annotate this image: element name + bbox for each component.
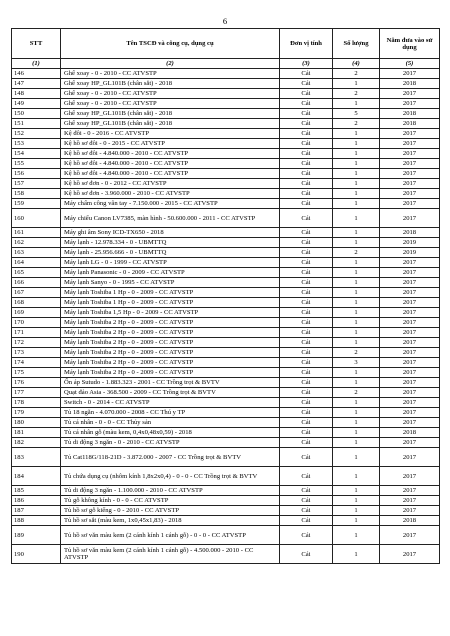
row-quantity: 1 (333, 486, 380, 496)
table-row (12, 209, 440, 228)
row-year: 2018 (380, 228, 440, 238)
table-body (12, 69, 440, 564)
row-stt: 160 (12, 209, 61, 228)
row-stt: 151 (12, 119, 61, 129)
row-asset-name: Máy lạnh Toshiba 2 Hp - 0 - 2009 - CC ATVSTP (61, 338, 280, 348)
table-row (12, 139, 440, 149)
table-row (12, 258, 440, 268)
row-stt: 178 (12, 398, 61, 408)
row-quantity: 1 (333, 448, 380, 467)
row-quantity: 5 (333, 109, 380, 119)
row-stt: 162 (12, 238, 61, 248)
row-quantity: 1 (333, 228, 380, 238)
row-stt: 170 (12, 318, 61, 328)
row-unit: Cái (280, 179, 333, 189)
row-quantity: 1 (333, 338, 380, 348)
row-asset-name: Tủ 18 ngăn - 4.070.000 - 2008 - CC Thú y TP (61, 408, 280, 418)
header-year: Năm đưa vào sử dụng (380, 29, 440, 59)
column-number: (1) (12, 59, 61, 69)
table-row (12, 69, 440, 79)
row-stt: 172 (12, 338, 61, 348)
row-unit: Cái (280, 338, 333, 348)
table-row (12, 358, 440, 368)
row-year: 2017 (380, 368, 440, 378)
row-quantity: 1 (333, 378, 380, 388)
row-quantity: 1 (333, 545, 380, 564)
table-row (12, 378, 440, 388)
row-unit: Cái (280, 467, 333, 486)
row-year: 2017 (380, 149, 440, 159)
row-quantity: 1 (333, 149, 380, 159)
header-unit: Đơn vị tính (280, 29, 333, 59)
row-unit: Cái (280, 159, 333, 169)
table-row (12, 169, 440, 179)
row-stt: 158 (12, 189, 61, 199)
row-stt: 152 (12, 129, 61, 139)
row-unit: Cái (280, 248, 333, 258)
row-stt: 165 (12, 268, 61, 278)
row-asset-name: Ổn áp Sutudo - 1.883.323 - 2001 - CC Trồng trọt & BVTV (61, 378, 280, 388)
header-stt: STT (12, 29, 61, 59)
row-year: 2018 (380, 79, 440, 89)
row-asset-name: Kệ hồ sơ đôi - 4.840.000 - 2010 - CC ATVSTP (61, 159, 280, 169)
row-unit: Cái (280, 209, 333, 228)
table-row (12, 318, 440, 328)
row-quantity: 1 (333, 526, 380, 545)
row-quantity: 3 (333, 358, 380, 368)
table-row (12, 238, 440, 248)
table-row (12, 428, 440, 438)
row-stt: 181 (12, 428, 61, 438)
row-year: 2017 (380, 328, 440, 338)
row-stt: 179 (12, 408, 61, 418)
row-year: 2017 (380, 448, 440, 467)
table-row (12, 408, 440, 418)
row-quantity: 1 (333, 516, 380, 526)
table-row (12, 496, 440, 506)
row-unit: Cái (280, 448, 333, 467)
row-unit: Cái (280, 199, 333, 209)
row-unit: Cái (280, 99, 333, 109)
row-stt: 185 (12, 486, 61, 496)
row-year: 2017 (380, 496, 440, 506)
row-quantity: 2 (333, 348, 380, 358)
row-quantity: 1 (333, 428, 380, 438)
table-row (12, 129, 440, 139)
row-asset-name: Ghế xoay HP_GL101B (chân sắt) - 2018 (61, 109, 280, 119)
row-quantity: 1 (333, 159, 380, 169)
row-stt: 176 (12, 378, 61, 388)
row-unit: Cái (280, 139, 333, 149)
row-quantity: 1 (333, 298, 380, 308)
row-asset-name: Máy lạnh Toshiba 2 Hp - 0 - 2009 - CC ATVSTP (61, 358, 280, 368)
row-asset-name: Kệ hồ sơ đôi - 4.840.000 - 2010 - CC ATVSTP (61, 149, 280, 159)
header-qty: Số lượng (333, 29, 380, 59)
row-year: 2018 (380, 109, 440, 119)
table-row (12, 179, 440, 189)
row-year: 2017 (380, 318, 440, 328)
page-number: 6 (222, 16, 228, 26)
column-number: (2) (61, 59, 280, 69)
row-year: 2017 (380, 358, 440, 368)
row-year: 2017 (380, 338, 440, 348)
row-unit: Cái (280, 308, 333, 318)
row-asset-name: Tủ di động 3 ngăn - 1.100.000 - 2010 - CC ATVSTP (61, 486, 280, 496)
row-quantity: 1 (333, 129, 380, 139)
row-unit: Cái (280, 238, 333, 248)
row-quantity: 1 (333, 169, 380, 179)
row-year: 2017 (380, 139, 440, 149)
row-stt: 173 (12, 348, 61, 358)
row-stt: 157 (12, 179, 61, 189)
row-stt: 154 (12, 149, 61, 159)
row-quantity: 2 (333, 69, 380, 79)
row-year: 2017 (380, 258, 440, 268)
row-unit: Cái (280, 368, 333, 378)
table-row (12, 338, 440, 348)
table-row (12, 199, 440, 209)
row-year: 2017 (380, 298, 440, 308)
row-stt: 149 (12, 99, 61, 109)
table-row (12, 248, 440, 258)
row-asset-name: Tủ hồ sơ gỗ kiếng - 0 - 2010 - CC ATVSTP (61, 506, 280, 516)
row-quantity: 1 (333, 467, 380, 486)
row-stt: 148 (12, 89, 61, 99)
row-stt: 164 (12, 258, 61, 268)
row-quantity: 1 (333, 408, 380, 418)
row-stt: 174 (12, 358, 61, 368)
row-year: 2017 (380, 179, 440, 189)
row-unit: Cái (280, 89, 333, 99)
row-unit: Cái (280, 318, 333, 328)
column-number: (3) (280, 59, 333, 69)
row-stt: 186 (12, 496, 61, 506)
row-stt: 188 (12, 516, 61, 526)
row-asset-name: Tủ hồ sơ văn màu kem (2 cánh kính 1 cánh gỗ) - 4.500.000 - 2010 - CC ATVSTP (61, 545, 280, 564)
row-asset-name: Máy lạnh Toshiba 2 Hp - 0 - 2009 - CC ATVSTP (61, 368, 280, 378)
row-stt: 177 (12, 388, 61, 398)
column-number: (4) (333, 59, 380, 69)
row-asset-name: Ghế xoay - 0 - 2010 - CC ATVSTP (61, 69, 280, 79)
row-unit: Cái (280, 418, 333, 428)
row-quantity: 1 (333, 189, 380, 199)
row-stt: 168 (12, 298, 61, 308)
row-stt: 175 (12, 368, 61, 378)
row-stt: 150 (12, 109, 61, 119)
row-year: 2017 (380, 89, 440, 99)
row-quantity: 1 (333, 368, 380, 378)
row-year: 2019 (380, 238, 440, 248)
row-year: 2017 (380, 209, 440, 228)
row-stt: 166 (12, 278, 61, 288)
row-unit: Cái (280, 388, 333, 398)
row-asset-name: Kệ hồ sơ đôi - 0 - 2015 - CC ATVSTP (61, 139, 280, 149)
table-row (12, 159, 440, 169)
table-row (12, 368, 440, 378)
row-quantity: 1 (333, 288, 380, 298)
row-stt: 155 (12, 159, 61, 169)
row-stt: 180 (12, 418, 61, 428)
row-unit: Cái (280, 328, 333, 338)
row-asset-name: Máy lạnh LG - 0 - 1999 - CC ATVSTP (61, 258, 280, 268)
row-stt: 167 (12, 288, 61, 298)
table-row (12, 298, 440, 308)
table-row (12, 89, 440, 99)
row-unit: Cái (280, 79, 333, 89)
row-year: 2019 (380, 248, 440, 258)
row-quantity: 1 (333, 79, 380, 89)
row-unit: Cái (280, 545, 333, 564)
table-row (12, 79, 440, 89)
row-unit: Cái (280, 189, 333, 199)
row-quantity: 1 (333, 506, 380, 516)
table-row (12, 119, 440, 129)
row-unit: Cái (280, 526, 333, 545)
row-unit: Cái (280, 169, 333, 179)
row-asset-name: Máy ghi âm Sony ICD-TX650 - 2018 (61, 228, 280, 238)
row-year: 2017 (380, 308, 440, 318)
table-row (12, 438, 440, 448)
row-year: 2018 (380, 428, 440, 438)
table-row (12, 228, 440, 238)
table-row (12, 398, 440, 408)
row-unit: Cái (280, 516, 333, 526)
row-unit: Cái (280, 288, 333, 298)
row-unit: Cái (280, 428, 333, 438)
row-quantity: 1 (333, 318, 380, 328)
row-asset-name: Máy lạnh Toshiba 2 Hp - 0 - 2009 - CC ATVSTP (61, 318, 280, 328)
table-row (12, 109, 440, 119)
row-unit: Cái (280, 358, 333, 368)
row-asset-name: Máy lạnh Toshiba 1,5 Hp - 0 - 2009 - CC ATVSTP (61, 308, 280, 318)
row-unit: Cái (280, 278, 333, 288)
row-stt: 184 (12, 467, 61, 486)
row-year: 2017 (380, 199, 440, 209)
row-asset-name: Máy lạnh - 12.978.334 - 0 - UBMTTQ (61, 238, 280, 248)
table-row (12, 448, 440, 467)
column-number-row (12, 59, 440, 69)
row-quantity: 1 (333, 179, 380, 189)
row-quantity: 2 (333, 388, 380, 398)
row-asset-name: Máy lạnh Panasonic - 0 - 2009 - CC ATVSTP (61, 268, 280, 278)
row-year: 2017 (380, 506, 440, 516)
row-quantity: 1 (333, 268, 380, 278)
table-row (12, 486, 440, 496)
row-asset-name: Kệ đôi - 0 - 2016 - CC ATVSTP (61, 129, 280, 139)
row-stt: 153 (12, 139, 61, 149)
row-asset-name: Máy lạnh Toshiba 1 Hp - 0 - 2009 - CC ATVSTP (61, 298, 280, 308)
row-year: 2017 (380, 486, 440, 496)
table-row (12, 545, 440, 564)
row-unit: Cái (280, 228, 333, 238)
row-year: 2017 (380, 545, 440, 564)
row-stt: 171 (12, 328, 61, 338)
row-year: 2017 (380, 159, 440, 169)
row-stt: 190 (12, 545, 61, 564)
row-quantity: 1 (333, 328, 380, 338)
row-unit: Cái (280, 149, 333, 159)
row-asset-name: Tủ chứa dụng cụ (nhôm kính 1,8x2x0,4) - 0 - 0 - CC Trồng trọt & BVTV (61, 467, 280, 486)
row-year: 2017 (380, 526, 440, 545)
table-row (12, 308, 440, 318)
row-quantity: 2 (333, 119, 380, 129)
row-year: 2017 (380, 398, 440, 408)
row-quantity: 1 (333, 209, 380, 228)
row-quantity: 1 (333, 258, 380, 268)
row-unit: Cái (280, 438, 333, 448)
row-unit: Cái (280, 348, 333, 358)
row-stt: 187 (12, 506, 61, 516)
table-row (12, 388, 440, 398)
row-quantity: 1 (333, 398, 380, 408)
row-unit: Cái (280, 408, 333, 418)
row-asset-name: Tủ gỗ không kính - 0 - 0 - CC ATVSTP (61, 496, 280, 506)
row-year: 2017 (380, 348, 440, 358)
row-quantity: 1 (333, 496, 380, 506)
row-asset-name: Switch - 0 - 2014 - CC ATVSTP (61, 398, 280, 408)
row-year: 2018 (380, 516, 440, 526)
table-row (12, 268, 440, 278)
row-asset-name: Quạt đảo Asia - 368.500 - 2009 - CC Trồng trọt & BVTV (61, 388, 280, 398)
row-asset-name: Kệ hồ sơ đơn - 3.960.000 - 2010 - CC ATVSTP (61, 189, 280, 199)
row-quantity: 1 (333, 99, 380, 109)
row-unit: Cái (280, 298, 333, 308)
row-year: 2017 (380, 268, 440, 278)
row-year: 2017 (380, 129, 440, 139)
row-year: 2017 (380, 169, 440, 179)
row-year: 2017 (380, 69, 440, 79)
row-year: 2018 (380, 119, 440, 129)
row-asset-name: Ghế xoay HP_GL101B (chân sắt) - 2018 (61, 79, 280, 89)
row-stt: 146 (12, 69, 61, 79)
row-stt: 163 (12, 248, 61, 258)
table-row (12, 149, 440, 159)
row-stt: 189 (12, 526, 61, 545)
row-asset-name: Máy chiếu Canon LV7385, màn hình - 50.600.000 - 2011 - CC ATVSTP (61, 209, 280, 228)
table-row (12, 278, 440, 288)
row-asset-name: Ghế xoay - 0 - 2010 - CC ATVSTP (61, 89, 280, 99)
row-asset-name: Tủ Cat118G/118-21D - 3.872.000 - 2007 - CC Trồng trọt & BVTV (61, 448, 280, 467)
row-year: 2017 (380, 408, 440, 418)
row-unit: Cái (280, 109, 333, 119)
row-asset-name: Kệ hồ sơ đơn - 0 - 2012 - CC ATVSTP (61, 179, 280, 189)
row-stt: 147 (12, 79, 61, 89)
row-quantity: 1 (333, 438, 380, 448)
row-year: 2017 (380, 189, 440, 199)
row-unit: Cái (280, 258, 333, 268)
row-year: 2017 (380, 388, 440, 398)
row-year: 2017 (380, 438, 440, 448)
row-unit: Cái (280, 496, 333, 506)
row-quantity: 1 (333, 278, 380, 288)
row-asset-name: Máy lạnh - 25.956.666 - 0 - UBMTTQ (61, 248, 280, 258)
table-row (12, 526, 440, 545)
row-stt: 169 (12, 308, 61, 318)
row-asset-name: Máy lạnh Toshiba 2 Hp - 0 - 2009 - CC ATVSTP (61, 328, 280, 338)
row-asset-name: Ghế xoay - 0 - 2010 - CC ATVSTP (61, 99, 280, 109)
row-asset-name: Máy chấm công vân tay - 7.150.000 - 2015 - CC ATVSTP (61, 199, 280, 209)
row-stt: 182 (12, 438, 61, 448)
table-row (12, 328, 440, 338)
asset-table (11, 28, 440, 564)
row-asset-name: Ghế xoay HP_GL101B (chân sắt) - 2018 (61, 119, 280, 129)
row-stt: 159 (12, 199, 61, 209)
table-row (12, 506, 440, 516)
row-unit: Cái (280, 69, 333, 79)
table-row (12, 516, 440, 526)
column-number: (5) (380, 59, 440, 69)
row-quantity: 1 (333, 238, 380, 248)
row-unit: Cái (280, 486, 333, 496)
row-year: 2017 (380, 418, 440, 428)
row-quantity: 2 (333, 89, 380, 99)
table-row (12, 467, 440, 486)
row-asset-name: Tủ cá nhân gỗ (màu kem, 0,4x0,48x0,59) - 2018 (61, 428, 280, 438)
row-asset-name: Tủ hồ sơ văn màu kem (2 cánh kính 1 cánh gỗ) - 0 - 0 - CC ATVSTP (61, 526, 280, 545)
header-row (12, 29, 440, 59)
row-asset-name: Máy lạnh Toshiba 2 Hp - 0 - 2009 - CC ATVSTP (61, 348, 280, 358)
row-asset-name: Tủ di động 3 ngăn - 0 - 2010 - CC ATVSTP (61, 438, 280, 448)
row-year: 2017 (380, 467, 440, 486)
row-asset-name: Tủ hồ sơ sắt (màu kem, 1x0,45x1,83) - 2018 (61, 516, 280, 526)
table-row (12, 288, 440, 298)
row-quantity: 1 (333, 199, 380, 209)
row-asset-name: Máy lạnh Sanyo - 0 - 1995 - CC ATVSTP (61, 278, 280, 288)
table-row (12, 99, 440, 109)
row-unit: Cái (280, 378, 333, 388)
row-year: 2017 (380, 278, 440, 288)
row-asset-name: Tủ cá nhân - 0 - 0 - CC Thủy sản (61, 418, 280, 428)
row-unit: Cái (280, 398, 333, 408)
row-unit: Cái (280, 119, 333, 129)
row-quantity: 2 (333, 248, 380, 258)
header-name: Tên TSCĐ và công cụ, dụng cụ (61, 29, 280, 59)
row-asset-name: Máy lạnh Toshiba 1 Hp - 0 - 2009 - CC ATVSTP (61, 288, 280, 298)
row-quantity: 1 (333, 308, 380, 318)
row-stt: 156 (12, 169, 61, 179)
row-year: 2017 (380, 378, 440, 388)
row-year: 2017 (380, 288, 440, 298)
row-unit: Cái (280, 506, 333, 516)
row-quantity: 1 (333, 418, 380, 428)
row-unit: Cái (280, 268, 333, 278)
table-row (12, 418, 440, 428)
row-unit: Cái (280, 129, 333, 139)
row-stt: 161 (12, 228, 61, 238)
row-asset-name: Kệ hồ sơ đôi - 4.840.000 - 2010 - CC ATVSTP (61, 169, 280, 179)
table-row (12, 348, 440, 358)
row-quantity: 1 (333, 139, 380, 149)
table-row (12, 189, 440, 199)
row-stt: 183 (12, 448, 61, 467)
row-year: 2017 (380, 99, 440, 109)
